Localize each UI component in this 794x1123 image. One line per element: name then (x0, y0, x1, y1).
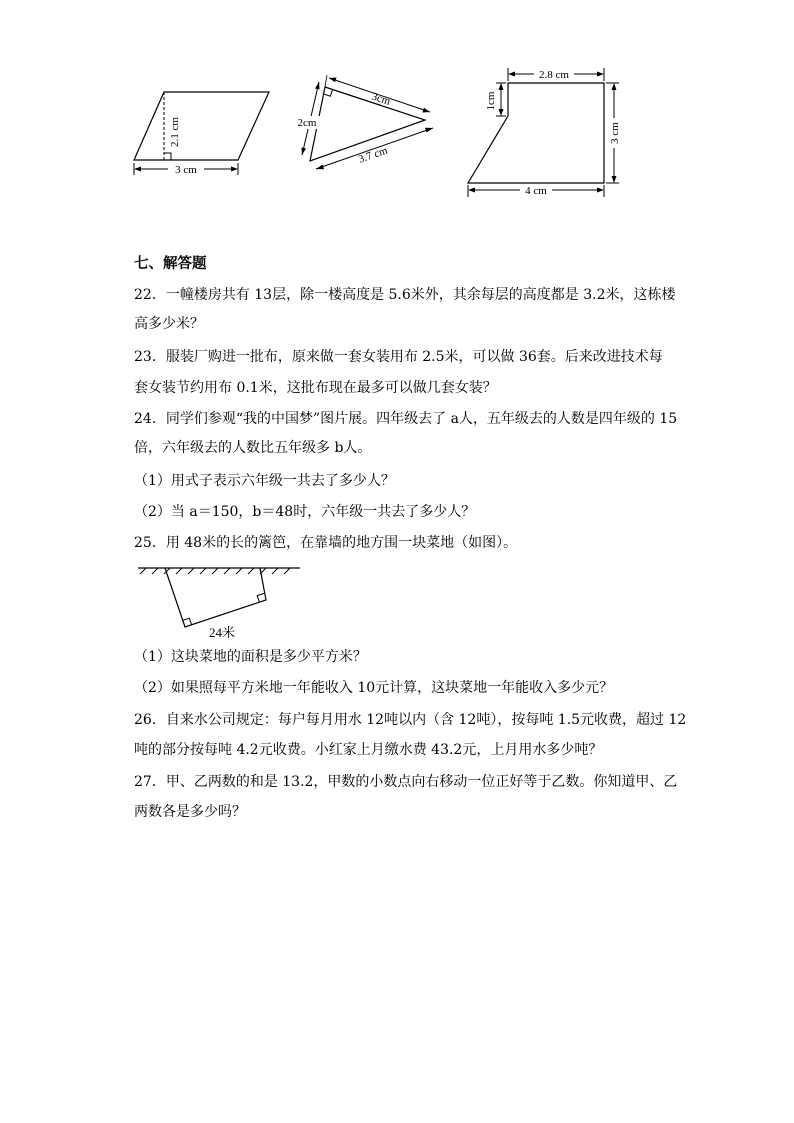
question-23-line-1: 23．服装厂购进一批布，原来做一套女装用布 2.5米，可以做 36套。后来改进技术每 (134, 349, 663, 365)
top-label: 3cm (370, 90, 392, 108)
bottom-label: 3.7 cm (356, 144, 390, 166)
wall-hatching (140, 568, 290, 574)
top-label: 2.8 cm (539, 69, 569, 81)
right-angle-mark (164, 153, 171, 160)
question-26-line-1: 26．自来水公司规定：每户每月用水 12吨以内（含 12吨），按每吨 1.5元收费，超过 12 (134, 712, 687, 728)
parallelogram-figure (128, 84, 278, 184)
question-27-line-2: 两数各是多少吗？ (134, 804, 246, 820)
question-26-line-2: 吨的部分按每吨 4.2元收费。小红家上月缴水费 43.2元，上月用水多少吨？ (134, 742, 603, 758)
question-24-line-1: 24．同学们参观“我的中国梦”图片展。四年级去了 a人，五年级去的人数是四年级的 15 (134, 411, 678, 427)
small-label: 1cm (485, 91, 497, 111)
right-label: 3 cm (609, 122, 621, 144)
section-title: 七、解答题 (134, 255, 207, 272)
question-24-line-2: 倍，六年级去的人数比五年级多 b人。 (134, 440, 372, 456)
question-24-sub-1: （1）用式子表示六年级一共去了多少人？ (134, 473, 395, 489)
fence-shape (165, 568, 266, 627)
height-label: 2.1 cm (169, 117, 181, 147)
parallelogram-shape (134, 92, 269, 160)
bottom-label: 4 cm (525, 185, 547, 197)
question-22-line-2: 高多少米？ (134, 316, 204, 332)
left-label: 2cm (297, 117, 317, 129)
base-label: 3 cm (175, 164, 197, 176)
question-25-sub-1: （1）这块菜地的面积是多少平方米？ (134, 649, 367, 665)
question-24-sub-2: （2）当 a＝150，b＝48时，六年级一共去了多少人？ (134, 504, 476, 520)
garden-label: 24米 (208, 625, 236, 640)
question-25-line-1: 25．用 48米的长的篱笆，在靠墙的地方围一块菜地（如图）。 (134, 535, 518, 551)
trapezoid-figure (462, 64, 632, 200)
triangle-figure (288, 72, 448, 182)
question-23-line-2: 套女装节约用布 0.1米，这批布现在最多可以做几套女装？ (134, 380, 497, 396)
question-22-line-1: 22．一幢楼房共有 13层，除一楼高度是 5.6米外，其余每层的高度都是 3.2米，这栋楼 (134, 287, 676, 303)
garden-figure (134, 560, 304, 642)
question-27-line-1: 27．甲、乙两数的和是 13.2，甲数的小数点向右移动一位正好等于乙数。你知道甲、乙 (134, 774, 678, 790)
question-25-sub-2: （2）如果照每平方米地一年能收入 10元计算，这块菜地一年能收入多少元？ (134, 680, 614, 696)
